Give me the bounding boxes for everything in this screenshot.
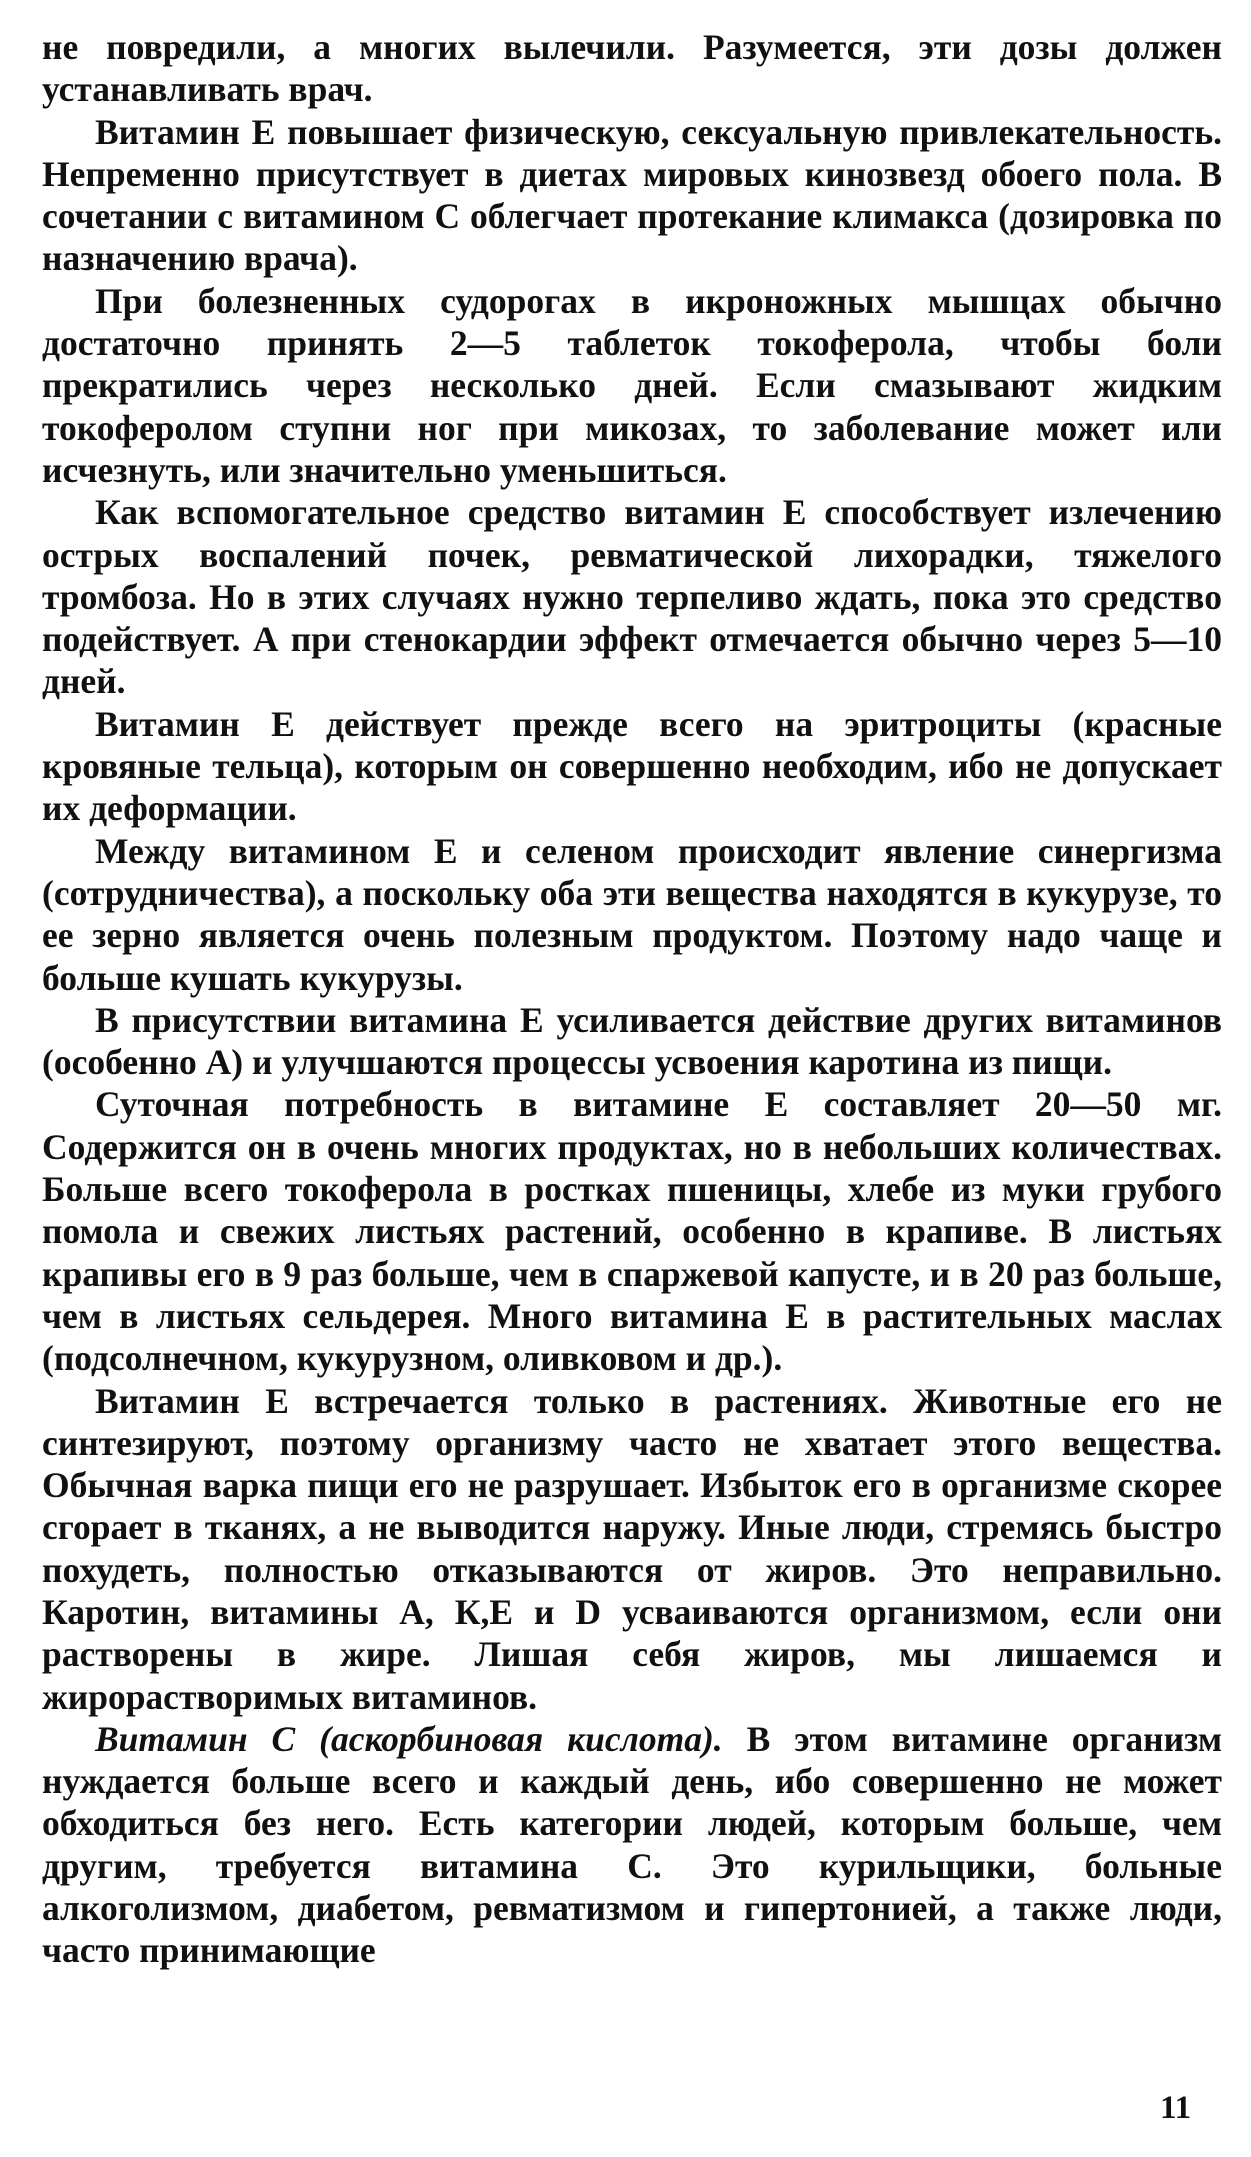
section-paragraph xyxy=(42,1718,1222,1972)
paragraph-continuation: не повредили, а многих вылечили. Разумеется, эти дозы должен устанавливать врач. xyxy=(42,27,1222,110)
section-text: В этом витамине организм нуждается больше всего и каждый день, ибо совершенно не может обходиться без него. Есть категории людей, которым больше, чем другим, требуется витамина С. Это курильщики, больные алкоголизмом, диабетом, ревматизмом и гипертонией, а также люди, часто принимающие xyxy=(42,1718,1223,1971)
paragraph: Между витамином Е и селеном происходит явление синергизма (сотрудничества), а поскольку оба эти вещества находятся в кукурузе, то ее зерно является очень полезным продуктом. Поэтому надо чаще и больше кушать кукурузы. xyxy=(42,830,1222,998)
paragraph: Как вспомогательное средство витамин Е способствует излечению острых воспалений почек, ревматической лихорадки, тяжелого тромбоза. Но в этих случаях нужно терпеливо ждать, пока это средство подействует. А при стенокардии эффект отмечается обычно через 5—10 дней. xyxy=(42,492,1222,702)
paragraph: В присутствии витамина Е усиливается действие других витаминов (особенно А) и улучшаются процессы усвоения каротина из пищи. xyxy=(42,999,1222,1083)
paragraph: Витамин Е встречается только в растениях. Животные его не синтезируют, поэтому организму часто не хватает этого вещества. Обычная варка пищи его не разрушает. Избыток его в организме скорее сгорает в тканях, а не выводится наружу. Иные люди, стремясь быстро похудеть, полностью отказываются от жиров. Это неправильно. Каротин, витамины А, К,Е и D усваиваются организмом, если они растворены в жире. Лишая себя жиров, мы лишаемся и жирорастворимых витаминов. xyxy=(42,1380,1222,1717)
paragraph: Витамин Е действует прежде всего на эритроциты (красные кровяные тельца), которым он совершенно необходим, ибо не допускает их деформации. xyxy=(42,703,1222,829)
section-title: Витамин С (аскорбиновая кислота). xyxy=(95,1718,723,1759)
page-number: 11 xyxy=(1160,2090,1192,2126)
paragraph: Витамин Е повышает физическую, сексуальную привлекательность. Непременно присутствует в диетах мировых кинозвезд обоего пола. В сочетании с витамином С облегчает протекание климакса (дозировка по назначению врача). xyxy=(42,111,1222,279)
paragraph: Суточная потребность в витамине Е составляет 20—50 мг. Содержится он в очень многих продуктах, но в небольших количествах. Больше всего токоферола в ростках пшеницы, хлебе из муки грубого помола и свежих листьях растений, особенно в крапиве. В листьях крапивы его в 9 раз больше, чем в спаржевой капусте, и в 20 раз больше, чем в листьях сельдерея. Много витамина Е в растительных маслах (подсолнечном, кукурузном, оливковом и др.). xyxy=(42,1084,1222,1379)
body-text xyxy=(42,26,1222,1972)
paragraph: При болезненных судорогах в икроножных мышцах обычно достаточно принять 2—5 таблеток токоферола, чтобы боли прекратились через несколько дней. Если смазывают жидким токоферолом ступни ног при микозах, то заболевание может или исчезнуть, или значительно уменьшиться. xyxy=(42,280,1222,490)
